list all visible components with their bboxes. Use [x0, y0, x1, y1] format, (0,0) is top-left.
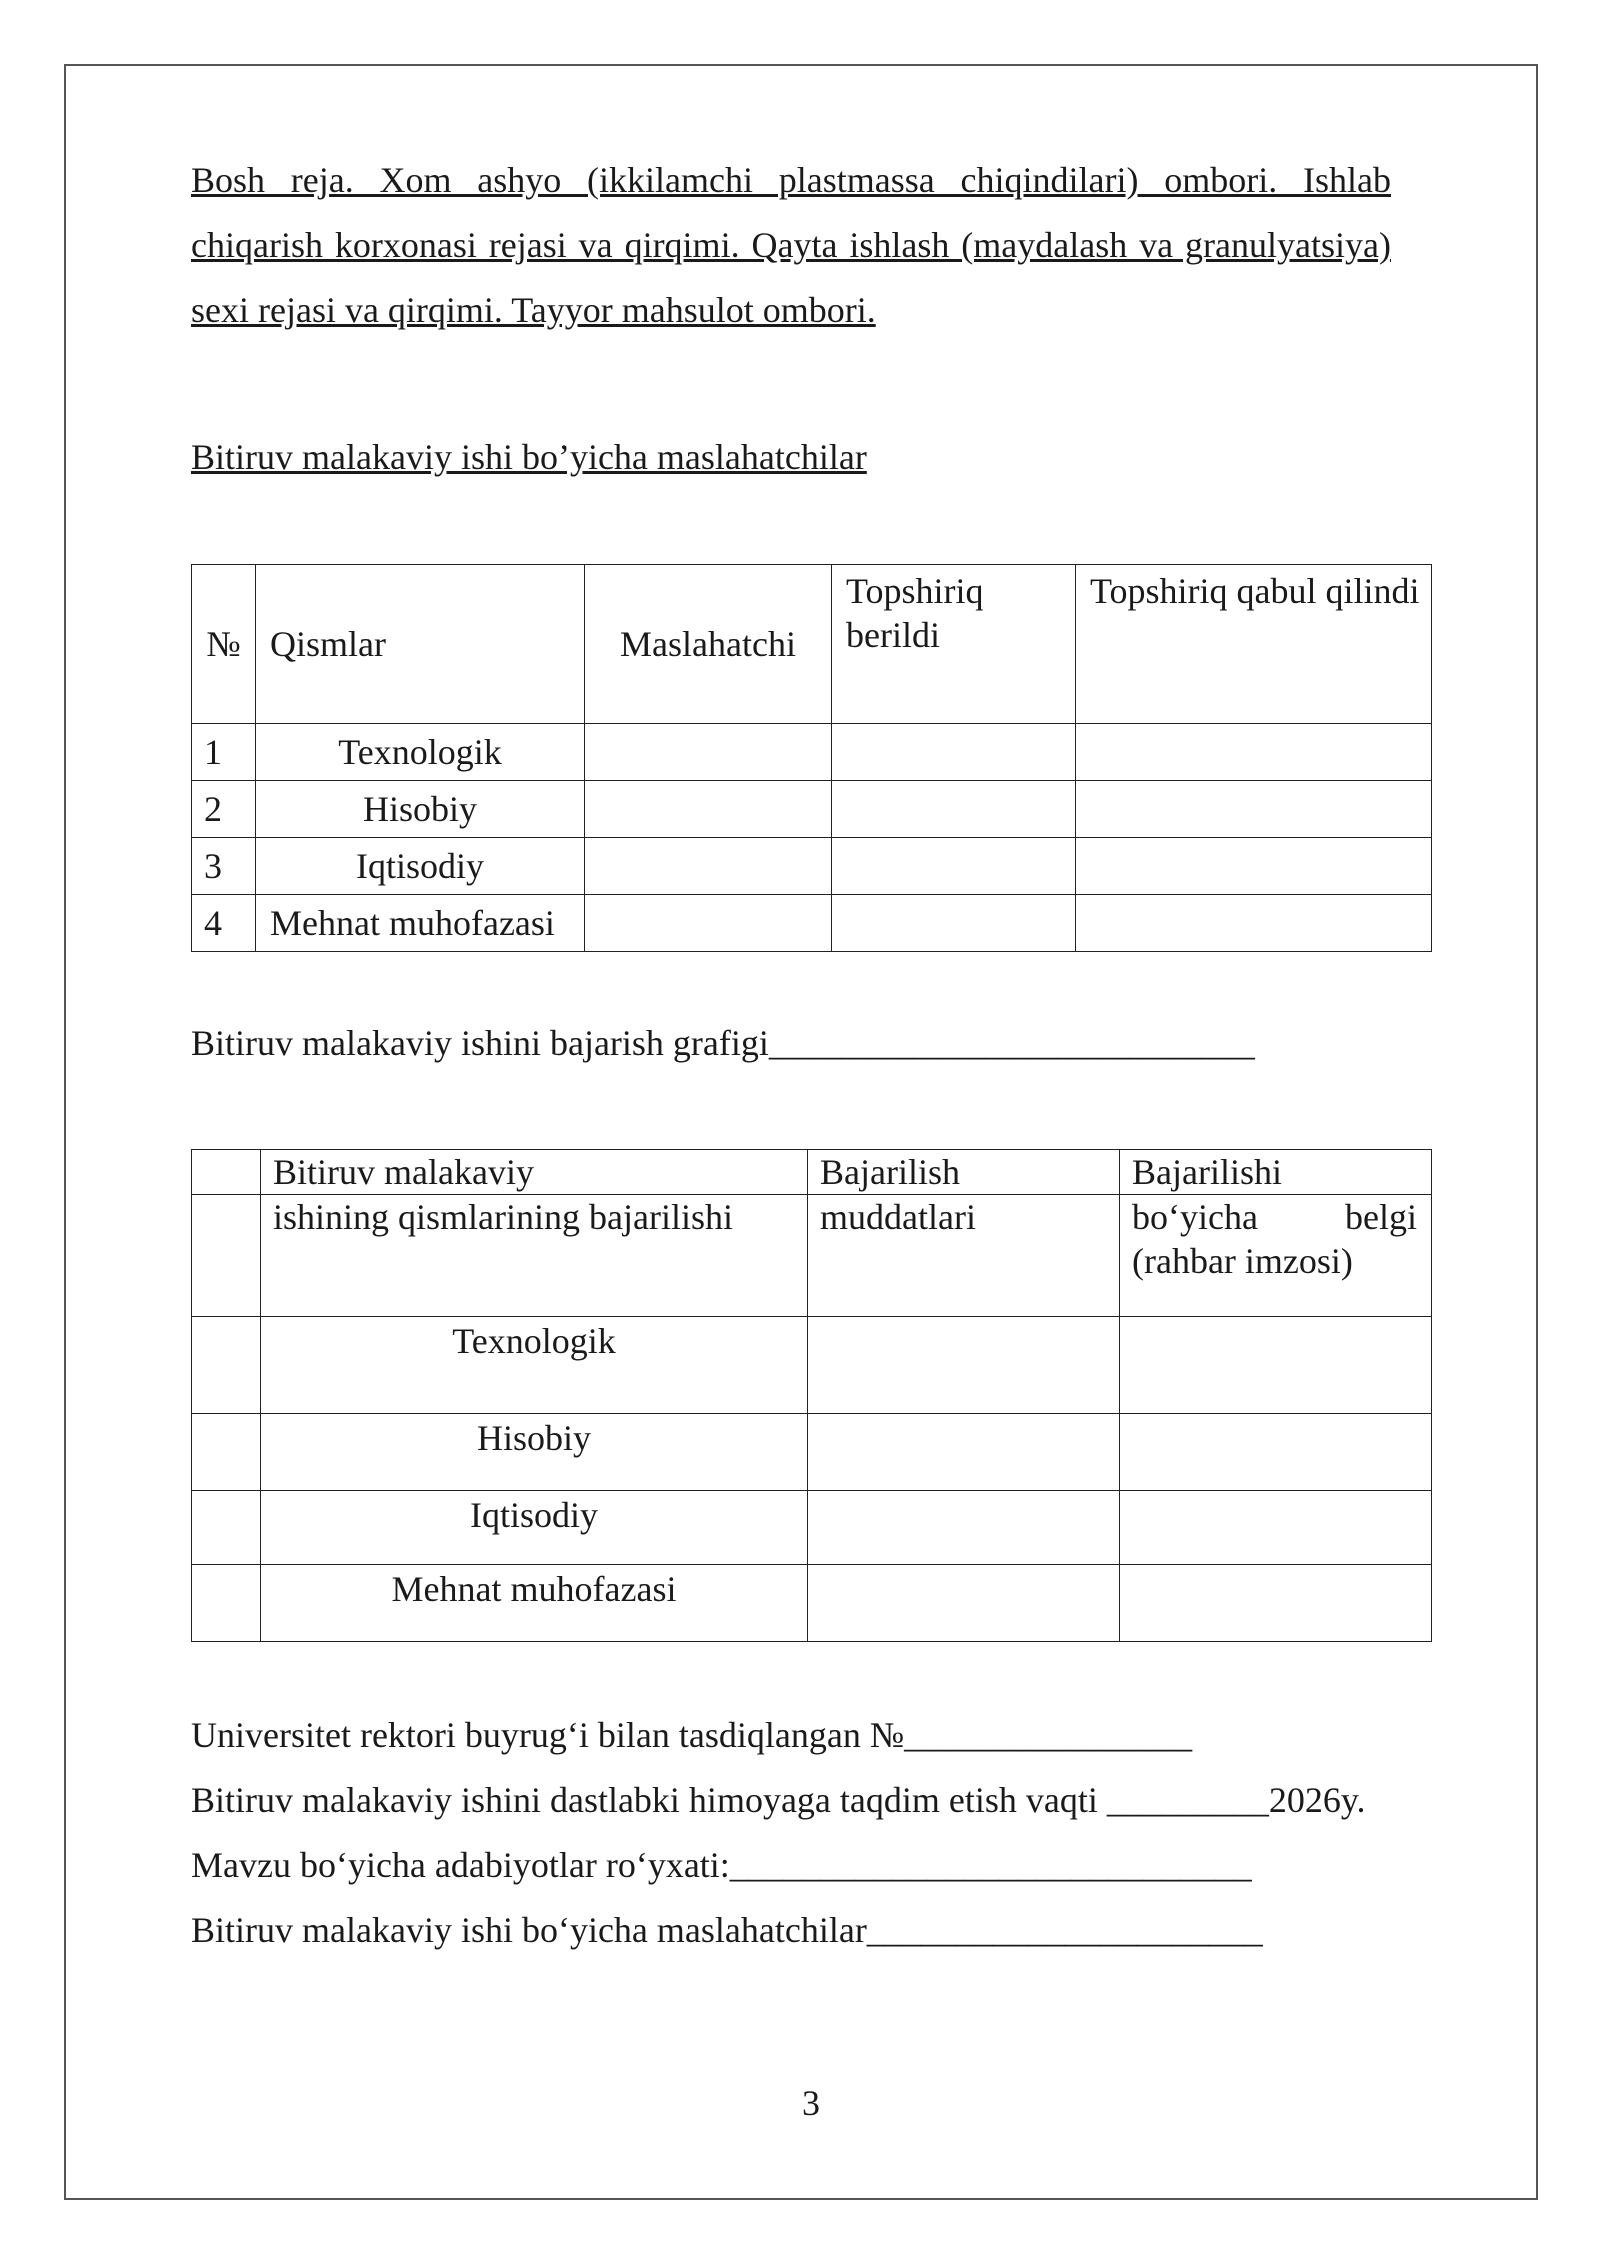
- table-row: [192, 1491, 1432, 1565]
- row-part: Texnologik: [261, 1317, 808, 1414]
- row-num: 2: [192, 781, 256, 838]
- empty-cell[interactable]: [1120, 1414, 1432, 1491]
- table-row: [192, 838, 1432, 895]
- row-part: Iqtisodiy: [256, 838, 585, 895]
- empty-cell[interactable]: [808, 1414, 1120, 1491]
- footer-line-literature: Mavzu bo‘yicha adabiyotlar ro‘yxati:_____________________________: [191, 1845, 1252, 1885]
- row-num: 4: [192, 895, 256, 952]
- empty-cell: [192, 1150, 261, 1195]
- table-row: [192, 895, 1432, 952]
- footer-line-defense-date: Bitiruv malakaviy ishini dastlabki himoyaga taqdim etish vaqti _________2026y.: [191, 1780, 1366, 1820]
- col-header-sign-line1: Bajarilishi: [1120, 1150, 1432, 1195]
- empty-cell[interactable]: [808, 1317, 1120, 1414]
- row-part: Hisobiy: [261, 1414, 808, 1491]
- col-header-parts-line2: ishining qismlarining bajarilishi: [261, 1195, 808, 1317]
- empty-cell[interactable]: [808, 1491, 1120, 1565]
- row-part: Iqtisodiy: [261, 1491, 808, 1565]
- col-header-assigned: Topshiriq berildi: [832, 565, 1076, 724]
- empty-cell[interactable]: [585, 781, 832, 838]
- col-header-parts: Qismlar: [256, 565, 585, 724]
- empty-cell[interactable]: [1076, 838, 1432, 895]
- row-num: 1: [192, 724, 256, 781]
- col-header-accepted: Topshiriq qabul qilindi: [1076, 565, 1432, 724]
- empty-cell[interactable]: [585, 838, 832, 895]
- col-header-num: №: [192, 565, 256, 724]
- empty-cell[interactable]: [1120, 1565, 1432, 1642]
- table-row: [192, 1317, 1432, 1414]
- schedule-line: Bitiruv malakaviy ishini bajarish grafigi___________________________: [191, 1023, 1255, 1063]
- consultants-heading: Bitiruv malakaviy ishi bo’yicha maslahatchilar: [191, 437, 867, 477]
- empty-cell[interactable]: [808, 1565, 1120, 1642]
- empty-cell[interactable]: [585, 724, 832, 781]
- empty-cell[interactable]: [1076, 895, 1432, 952]
- row-part: Texnologik: [256, 724, 585, 781]
- table-row: [192, 1565, 1432, 1642]
- col-header-deadline-line2: muddatlari: [808, 1195, 1120, 1317]
- schedule-table: [191, 1149, 1432, 1642]
- empty-cell[interactable]: [1120, 1317, 1432, 1414]
- empty-cell[interactable]: [192, 1414, 261, 1491]
- empty-cell[interactable]: [585, 895, 832, 952]
- empty-cell[interactable]: [1076, 781, 1432, 838]
- table-row: [192, 1414, 1432, 1491]
- empty-cell[interactable]: [192, 1565, 261, 1642]
- col-header-deadline-line1: Bajarilish: [808, 1150, 1120, 1195]
- empty-cell[interactable]: [1076, 724, 1432, 781]
- footer-lines: [191, 1703, 1366, 1963]
- page-number: 3: [802, 2083, 820, 2123]
- row-part: Hisobiy: [256, 781, 585, 838]
- sign-header-justified: [1132, 1195, 1431, 1239]
- table-header-row: [192, 1150, 1432, 1195]
- table-row: [192, 724, 1432, 781]
- row-part: Mehnat muhofazasi: [256, 895, 585, 952]
- table-header-row: [192, 565, 1432, 724]
- empty-cell[interactable]: [832, 781, 1076, 838]
- table-header-row: [192, 1195, 1432, 1317]
- col-header-consultant: Maslahatchi: [585, 565, 832, 724]
- table-row: [192, 781, 1432, 838]
- sign-header-word-b: belgi: [1345, 1197, 1417, 1237]
- footer-line-consultants: Bitiruv malakaviy ishi bo‘yicha maslahatchilar______________________: [191, 1910, 1263, 1950]
- row-part: Mehnat muhofazasi: [261, 1565, 808, 1642]
- sign-header-line3: (rahbar imzosi): [1132, 1241, 1353, 1281]
- empty-cell[interactable]: [192, 1317, 261, 1414]
- empty-cell: [192, 1195, 261, 1317]
- row-num: 3: [192, 838, 256, 895]
- footer-line-order: Universitet rektori buyrug‘i bilan tasdiqlangan №________________: [191, 1715, 1193, 1755]
- empty-cell[interactable]: [832, 724, 1076, 781]
- intro-paragraph: Bosh reja. Xom ashyo (ikkilamchi plastmassa chiqindilari) ombori. Ishlab chiqarish korxonasi rejasi va qirqimi. Qayta ishlash (maydalash va granulyatsiya) sexi rejasi va qirqimi. Tayyor mahsulot ombori.: [191, 160, 1391, 330]
- empty-cell[interactable]: [832, 895, 1076, 952]
- empty-cell[interactable]: [832, 838, 1076, 895]
- col-header-sign-line2: [1120, 1195, 1432, 1317]
- sign-header-word-a: bo‘yicha: [1132, 1197, 1258, 1237]
- consultants-table: [191, 564, 1432, 952]
- col-header-parts-line1: Bitiruv malakaviy: [261, 1150, 808, 1195]
- empty-cell[interactable]: [1120, 1491, 1432, 1565]
- empty-cell[interactable]: [192, 1491, 261, 1565]
